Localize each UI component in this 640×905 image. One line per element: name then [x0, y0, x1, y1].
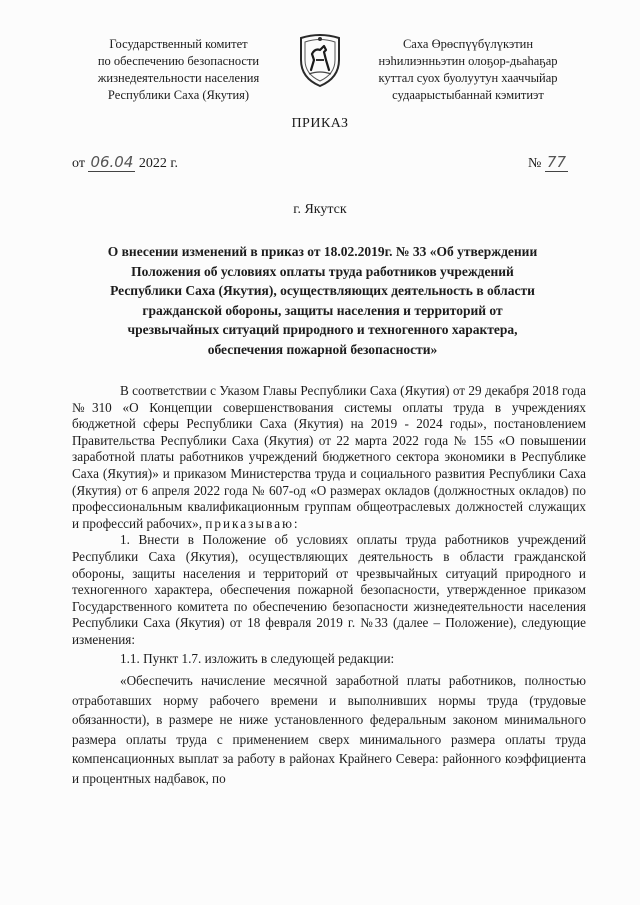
number-prefix: № — [528, 156, 542, 171]
order-subject: О внесении изменений в приказ от 18.02.2019г. № 33 «Об утверждении Положения об условиях оплаты труда работников учреждений Республики Саха (Якутия), осуществляющих деятельность в области гражданской обороны, защиты населения и территорий от чрезвычайных ситуаций природного и техногенного характера, обеспечения пожарной безопасности» — [107, 244, 538, 357]
date-handwritten: 06.04 — [90, 153, 134, 171]
header-left-line: Государственный комитет — [109, 37, 248, 51]
header-right-org — [348, 36, 588, 104]
orders-word: приказываю: — [205, 515, 300, 531]
document-body — [72, 383, 586, 788]
date-suffix: 2022 г. — [138, 156, 179, 171]
date-prefix: от — [72, 156, 85, 171]
republic-emblem-icon — [295, 30, 345, 90]
intro-paragraph — [72, 383, 586, 532]
item-1: 1. Внести в Положение об условиях оплаты труда работников учреждений Республики Саха (Якутия), осуществляющих деятельность в области гражданской обороны, защиты населения и территорий от чрезвычайных ситуаций природного и техногенного характера, обеспечения пожарной безопасности, утвержденное приказом Государственного комитета по обеспечению безопасности жизнедеятельности населения Республики Саха (Якутия) от 18 февраля 2019 г. №33 (далее – Положение), следующие изменения: — [72, 532, 586, 647]
order-number — [528, 153, 568, 172]
quote-paragraph: «Обеспечить начисление месячной заработной платы работников, полностью отработавших норму рабочего времени и выполнивших нормы труда (трудовые обязанности), в размере не ниже установленного федеральным законом минимального размера оплаты труда с применением сверх минимального размера оплаты труда компенсационных выплат за работу в районах Крайнего Севера: районного коэффициента и процентных надбавок, по — [72, 673, 586, 786]
header-right-line: судаарыстыбаннай кэмитиэт — [392, 88, 544, 102]
order-date — [72, 153, 178, 172]
intro-text: В соответствии с Указом Главы Республики Саха (Якутия) от 29 декабря 2018 года №310 «О Концепции совершенствования системы оплаты труда в учреждениях бюджетной сферы Республики Саха (Якутия) на 2019 - 2024 годы», постановлением Правительства Республики Саха (Якутия) от 22 марта 2022 года № 155 «О повышении заработной платы работников учреждений бюджетного сектора экономики в Республике Саха (Якутия)» и приказом Министерства труда и социального развития Республики Саха (Якутия) от 6 апреля 2022 года № 607-од «О размерах окладов (должностных окладов) по профессиональным квалификационным группам общеотраслевых должностей служащих и профессий рабочих», — [72, 383, 586, 531]
order-city: г. Якутск — [293, 202, 347, 217]
header-left-line: Республики Саха (Якутия) — [107, 88, 250, 102]
header-left-line: по обеспечению безопасности — [97, 54, 260, 68]
header-right-line: куттал суох буолуутун хааччыйар — [378, 71, 558, 85]
header-right-line: нэһилиэнньэтин олоҕор-дьаһаҕар — [378, 54, 558, 68]
header-left-org — [76, 36, 281, 104]
number-handwritten: 77 — [546, 153, 566, 171]
item-1-1: 1.1. Пункт 1.7. изложить в следующей редакции: — [120, 650, 395, 666]
header-right-line: Саха Өрөспүүбүлүкэтин — [402, 37, 534, 51]
order-title: ПРИКАЗ — [291, 116, 349, 131]
header-left-line: жизнедеятельности населения — [97, 71, 260, 85]
